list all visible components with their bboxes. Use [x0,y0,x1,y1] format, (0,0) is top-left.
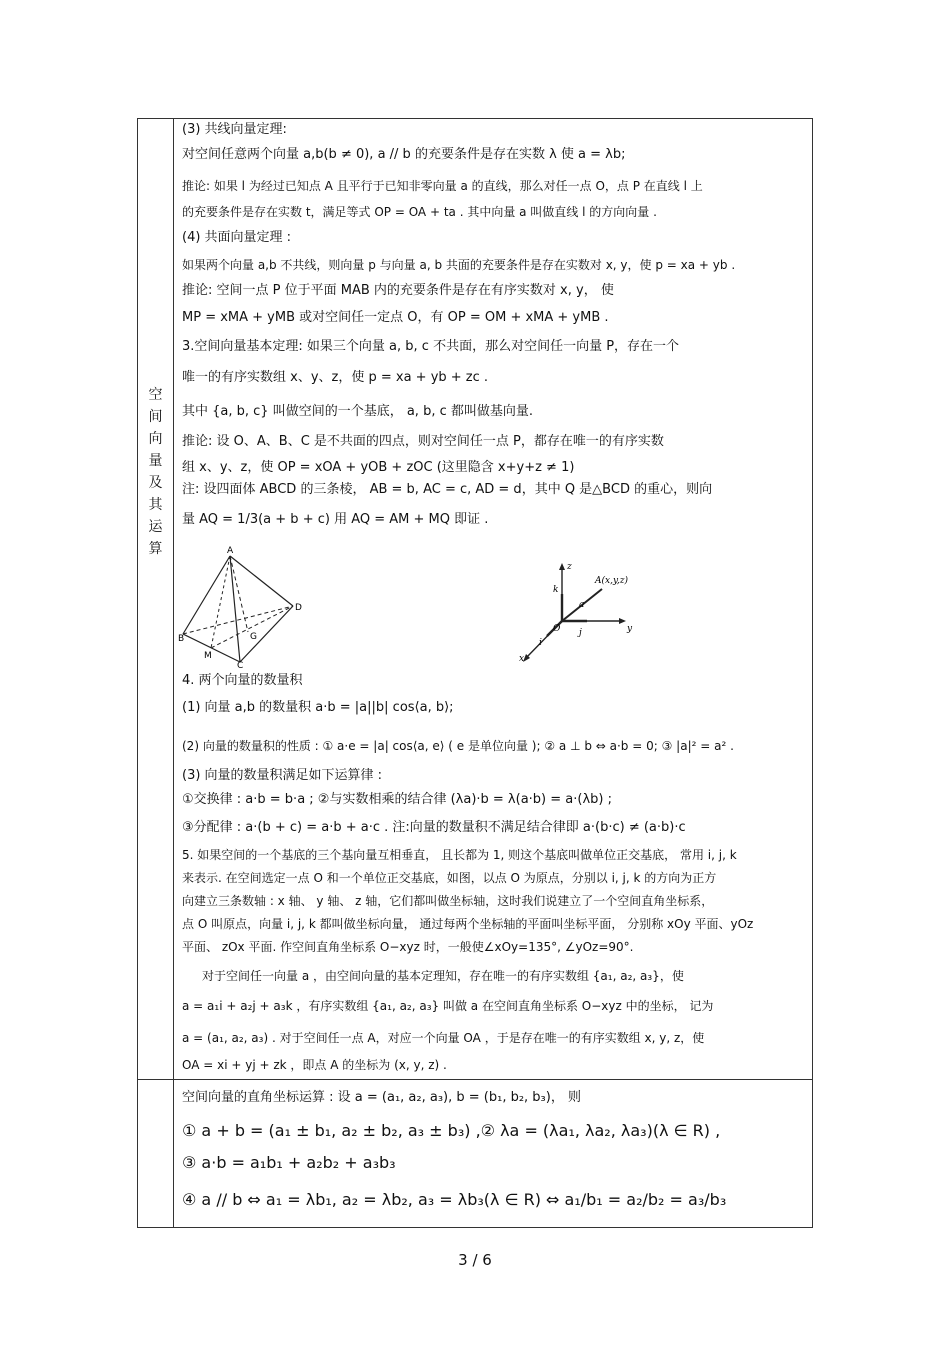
label-char: 空 [148,387,163,403]
text-line: ① a + b = (a₁ ± b₁, a₂ ± b₂, a₃ ± b₃) ,② λa = (λa₁, λa₂, λa₃)(λ ∈ R) , [182,1121,721,1140]
label-char: 间 [148,409,163,425]
text-line: 4. 两个向量的数量积 [182,673,303,688]
text-line: a = (a₁, a₂, a₃) . 对于空间任一点 A，对应一个向量 OA ，于是存在唯一的有序实数组 x, y, z，使 [182,1031,705,1045]
text-line: (3) 共线向量定理: [182,122,287,137]
text-line: 推论: 设 O、A、B、C 是不共面的四点，则对空间任一点 P，都存在唯一的有序实数 [182,434,664,449]
text-line: MP = xMA + yMB 或对空间任一定点 O，有 OP = OM + xMA + yMB . [182,310,609,325]
text-line: (2) 向量的数量积的性质 : ① a·e = |a| cos⟨a, e⟩ ( e 是单位向量 ); ② a ⊥ b ⇔ a·b = 0; ③ |a|² = a² . [182,739,734,753]
text-line: 其中 {a, b, c} 叫做空间的一个基底， a, b, c 都叫做基向量. [182,404,533,419]
text-line: ③ a·b = a₁b₁ + a₂b₂ + a₃b₃ [182,1153,396,1172]
text-line: (4) 共面向量定理 : [182,230,292,245]
text-line: (3) 向量的数量积满足如下运算律 : [182,768,383,783]
text-line: 点 O 叫原点，向量 i, j, k 都叫做坐标向量， 通过每两个坐标轴的平面叫坐标平面， 分别称 xOy 平面、yOz [182,917,754,931]
text-line: 5. 如果空间的一个基底的三个基向量互相垂直， 且长都为 1, 则这个基底叫做单位正交基底， 常用 i, j, k [182,848,737,862]
label-char: 其 [148,497,163,513]
label-char: 运 [148,519,163,535]
vertex-label: D [295,603,302,613]
text-line: ④ a // b ⇔ a₁ = λb₁, a₂ = λb₂, a₃ = λb₃(λ ∈ R) ⇔ a₁/b₁ = a₂/b₂ = a₃/b₃ [182,1190,727,1209]
text-line: ①交换律 : a·b = b·a ; ②与实数相乘的结合律 (λa)·b = λ(a·b) = a·(λb) ; [182,792,612,807]
text-line: 对于空间任一向量 a ，由空间向量的基本定理知，存在唯一的有序实数组 {a₁, a₂, a₃}，使 [202,969,684,983]
section-label [138,384,173,560]
label-char: 向 [148,431,163,447]
text-line: ③分配律 : a·(b + c) = a·b + a·c . 注:向量的数量积不满足结合律即 a·(b·c) ≠ (a·b)·c [182,820,686,835]
basis-label: k [553,585,559,595]
text-line: 空间向量的直角坐标运算 : 设 a = (a₁, a₂, a₃), b = (b₁, b₂, b₃)， 则 [182,1090,581,1105]
text-line: OA = xi + yj + zk ，即点 A 的坐标为 (x, y, z) . [182,1058,447,1072]
text-line: 推论: 如果 l 为经过已知点 A 且平行于已知非零向量 a 的直线，那么对任一点 O，点 P 在直线 l 上 [182,179,703,193]
text-line: 组 x、y、z，使 OP = xOA + yOB + zOC (这里隐含 x+y+z ≠ 1) [182,460,575,475]
vertex-label: G [250,632,257,642]
content-table [137,118,813,1228]
text-line: 3.空间向量基本定理: 如果三个向量 a, b, c 不共面，那么对空间任一向量 P，存在一个 [182,339,680,354]
axis-label: x [519,654,525,664]
vector-label: a [579,600,585,610]
tetrahedron-diagram [178,544,308,669]
column-divider [173,119,174,1227]
text-line: 如果两个向量 a,b 不共线，则向量 p 与向量 a, b 共面的充要条件是存在实数对 x, y，使 p = xa + yb . [182,258,736,272]
text-line: 的充要条件是存在实数 t，满足等式 OP = OA + ta . 其中向量 a 叫做直线 l 的方向向量 . [182,205,657,219]
text-line: 对空间任意两个向量 a,b(b ≠ 0), a // b 的充要条件是存在实数 λ 使 a = λb; [182,147,626,162]
basis-label: j [579,628,582,638]
vertex-label: M [204,651,212,661]
label-char: 及 [148,475,163,491]
text-line: 向建立三条数轴 : x 轴、 y 轴、 z 轴，它们都叫做坐标轴，这时我们说建立了一个空间直角坐标系， [182,894,714,908]
text-line: 推论: 空间一点 P 位于平面 MAB 内的充要条件是存在有序实数对 x, y， 使 [182,283,614,298]
axis-label: z [567,562,572,572]
vertex-label: B [178,634,185,644]
origin-label: O [553,624,561,634]
coordinate-axes-diagram [517,559,637,667]
label-char: 量 [148,453,163,469]
text-line: 平面、 zOx 平面. 作空间直角坐标系 O−xyz 时，一般使∠xOy=135°, ∠yOz=90°. [182,940,634,954]
text-line: 注: 设四面体 ABCD 的三条棱， AB = b, AC = c, AD = d，其中 Q 是△BCD 的重心，则向 [182,482,713,497]
basis-label: i [539,638,542,648]
row-divider [138,1079,812,1080]
label-char: 算 [148,541,163,557]
vertex-label: C [237,661,244,669]
text-line: a = a₁i + a₂j + a₃k ，有序实数组 {a₁, a₂, a₃} 叫做 a 在空间直角坐标系 O−xyz 中的坐标， 记为 [182,999,714,1013]
text-line: 唯一的有序实数组 x、y、z，使 p = xa + yb + zc . [182,370,489,385]
text-line: (1) 向量 a,b 的数量积 a·b = |a||b| cos⟨a, b⟩; [182,700,454,715]
axis-label: y [627,624,633,634]
point-label: A(x,y,z) [595,576,628,586]
page-number: 3 / 6 [458,1251,492,1269]
vertex-label: A [227,546,234,556]
text-line: 量 AQ = 1/3(a + b + c) 用 AQ = AM + MQ 即证 . [182,512,489,527]
text-line: 来表示. 在空间选定一点 O 和一个单位正交基底，如图，以点 O 为原点，分别以 i, j, k 的方向为正方 [182,871,717,885]
